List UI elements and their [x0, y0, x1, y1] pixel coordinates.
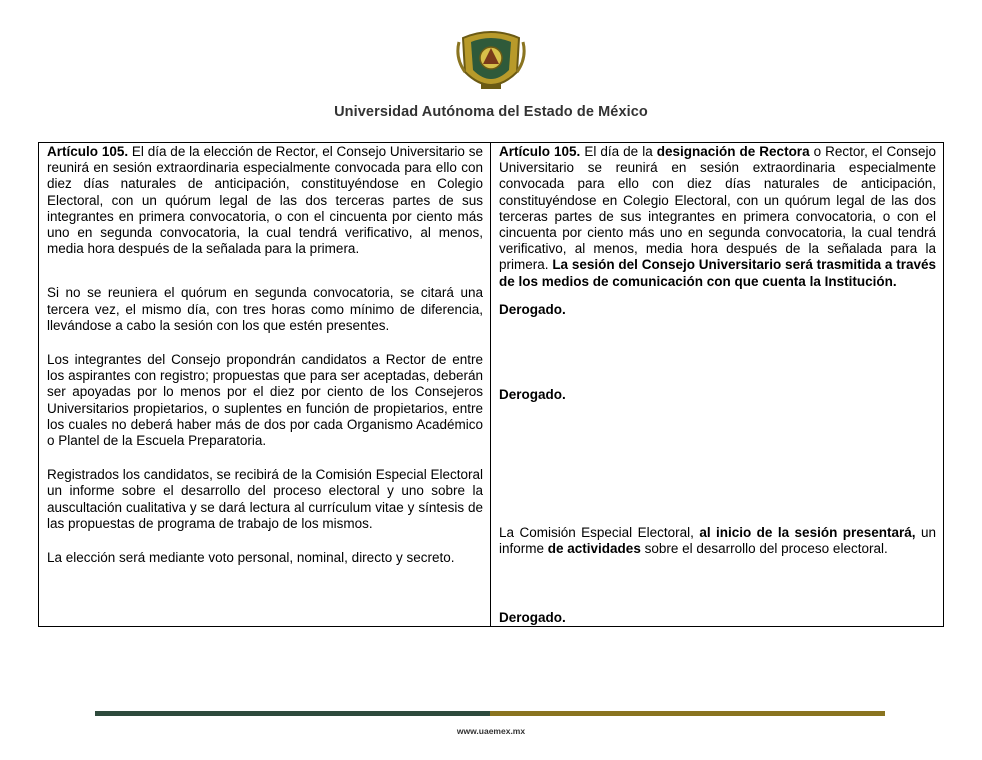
current-article-105-para-5: La elección será mediante voto personal, nominal, directo y secreto. [47, 550, 455, 566]
proposed-text-column [491, 143, 944, 627]
university-name: Universidad Autónoma del Estado de México [334, 104, 648, 120]
para-text: sobre el desarrollo del proceso electoral. [640, 541, 888, 557]
uaemex-shield-icon [455, 28, 527, 96]
para-bold-text: al inicio de la sesión presentará, [699, 525, 916, 541]
para-text: La Comisión Especial Electoral, [499, 525, 700, 541]
comparison-table [38, 142, 944, 627]
para-bold-text: de actividades [547, 541, 641, 557]
table-row [39, 143, 944, 627]
footer-url: www.uaemex.mx [456, 726, 526, 736]
proposed-article-105-para-2 [499, 302, 936, 318]
para-text: El día de la [580, 144, 657, 159]
derogado-label: Derogado. [499, 387, 566, 403]
current-article-105-para-1 [47, 144, 483, 257]
para-bold-text: designación de Rectora [656, 144, 810, 159]
proposed-article-105-para-1 [499, 144, 936, 290]
current-article-105-para-4: Registrados los candidatos, se recibirá de la Comisión Especial Electoral un informe sobre el desarrollo del proceso electoral y uno sobre la auscultación cualitativa y se dará lectura al currículum vitae y síntesis de las propuestas de programa de trabajo de los mismos. [47, 467, 483, 531]
article-label: Artículo 105. [499, 144, 581, 159]
article-label: Artículo 105. [47, 144, 129, 159]
current-text-column [39, 143, 491, 627]
para-text: un informe [499, 525, 936, 557]
para-text: El día de la elección de Rector, el Consejo Universitario se reunirá en sesión extraordinaria especialmente convocada para ello con diez días naturales de anticipación, constituyéndose en Colegio Electoral, con un quórum legal de las dos terceras partes de sus integrantes en primera convocatoria, o con el cincuenta por ciento más uno en segunda convocatoria, la cual tendrá verificativo, al menos, media hora después de la señalada para la primera. [47, 144, 483, 257]
proposed-article-105-para-3 [499, 387, 936, 403]
page-header [0, 0, 982, 130]
current-article-105-para-3: Los integrantes del Consejo propondrán candidatos a Rector de entre los aspirantes con registro; propuestas que para ser aceptadas, deberán ser apoyadas por lo menos por el diez por ciento de los Consejeros Universitarios propietarios, o suplentes en función de propietarios, entre los cuales no deberá haber más de dos por cada Organismo Académico o Plantel de la Escuela Preparatoria. [47, 352, 483, 449]
current-article-105-para-2: Si no se reuniera el quórum en segunda convocatoria, se citará una tercera vez, el mismo día, con tres horas como mínimo de diferencia, llevándose a cabo la sesión con los que estén presentes. [47, 285, 483, 333]
footer-green-bar [95, 711, 490, 716]
footer-gold-bar [490, 711, 885, 716]
para-text: o Rector, el Consejo Universitario se reunirá en sesión extraordinaria especialmente convocada para ello con diez días naturales de anticipación, constituyéndose en Colegio Electoral, con un quórum legal de las dos terceras partes de sus integrantes en primera convocatoria, o con el cincuenta por ciento más uno en segunda convocatoria, la cual tendrá verificativo, al menos, media hora después de la señalada para la primera. [499, 144, 936, 273]
derogado-label: Derogado. [499, 301, 566, 317]
proposed-article-105-para-5 [499, 610, 936, 626]
para-bold-text: La sesión del Consejo Universitario será trasmitida a través de los medios de comunicación con que cuenta la Institución. [499, 257, 937, 289]
derogado-label: Derogado. [499, 609, 566, 625]
proposed-article-105-para-4 [499, 525, 936, 557]
